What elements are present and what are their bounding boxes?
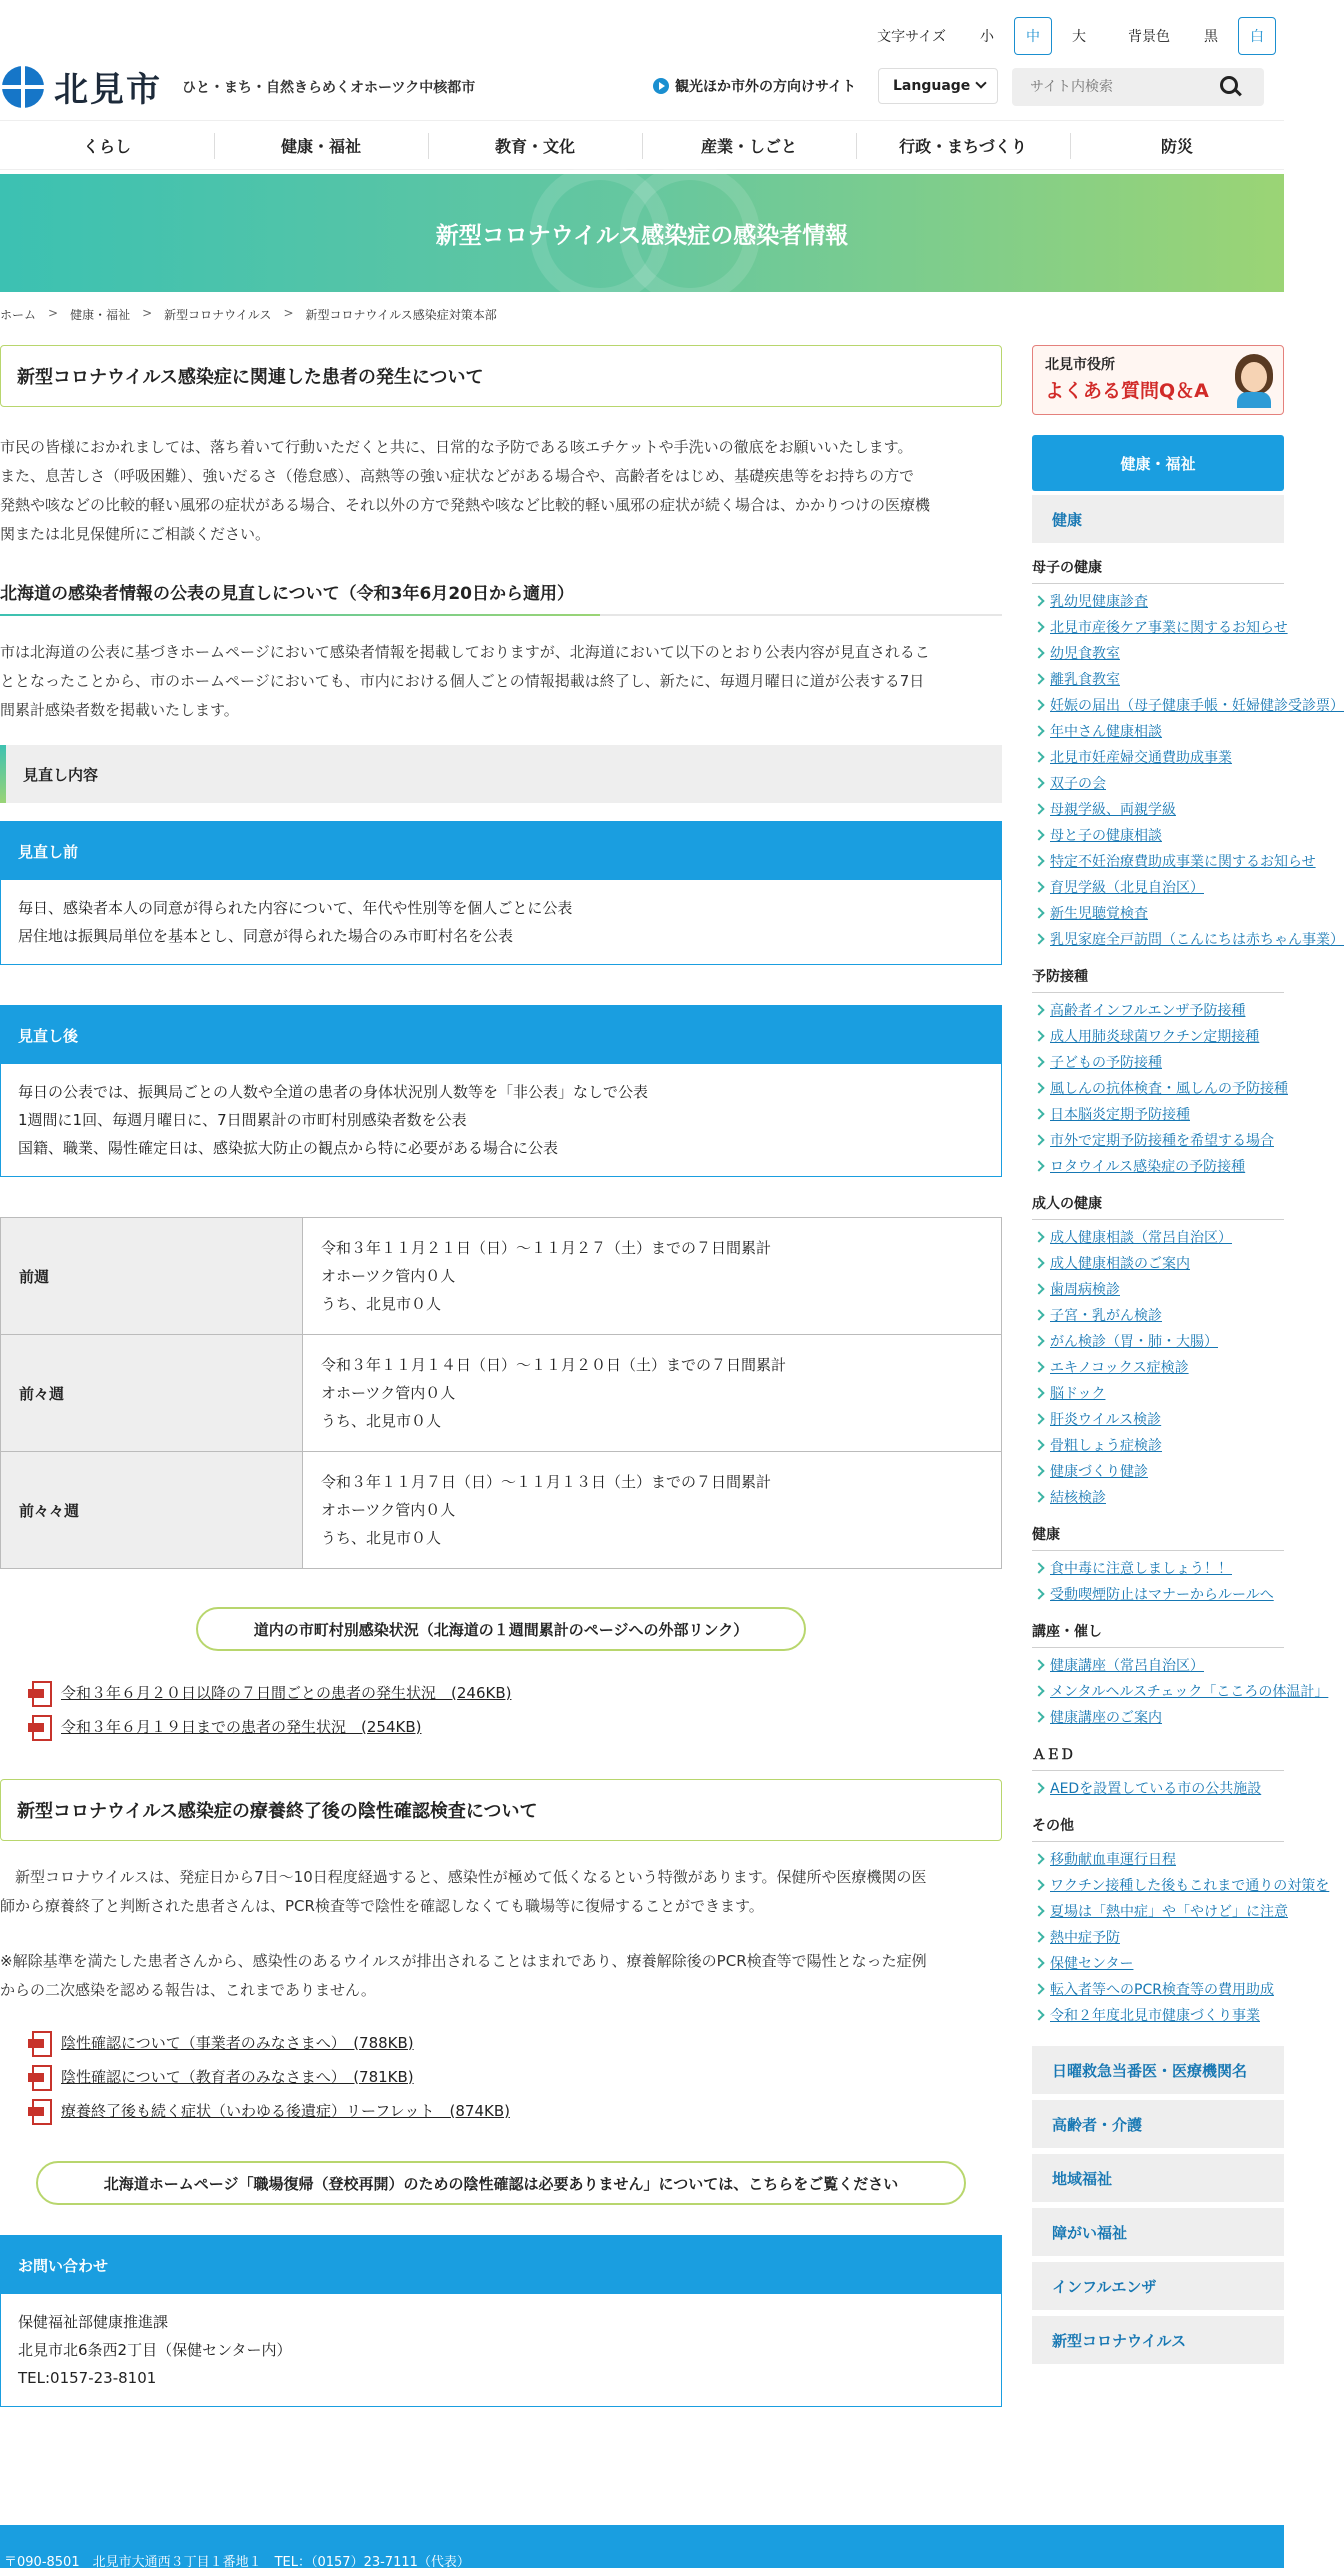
pdf-link[interactable] bbox=[28, 2059, 1002, 2093]
breadcrumb-separator: > bbox=[142, 306, 153, 320]
sidebar-link-label: 移動献血車運行日程 bbox=[1050, 1852, 1176, 1868]
text-line: うち、北見市０人 bbox=[321, 1412, 442, 1430]
before-review-title: 見直し前 bbox=[1, 822, 1001, 880]
sidebar-group-title: 母子の健康 bbox=[1032, 557, 1284, 584]
sidebar-link-label: 令和２年度北見市健康づくり事業 bbox=[1050, 2008, 1260, 2024]
pdf-link[interactable] bbox=[28, 1709, 1002, 1743]
bg-black-button[interactable]: 黒 bbox=[1204, 29, 1218, 45]
page-title-banner bbox=[0, 174, 1284, 292]
sidebar-group-title: 成人の健康 bbox=[1032, 1193, 1284, 1220]
text-line: 発熱や咳などの比較的軽い風邪の症状がある場合、それ以外の方で発熱や咳など比較的軽い風邪の症状が続く場合は、かかりつけの医療機 bbox=[0, 496, 931, 514]
sidebar-link[interactable] bbox=[1032, 900, 1284, 926]
weekly-cases-table bbox=[0, 1217, 1002, 1569]
sidebar-link[interactable] bbox=[1032, 1924, 1284, 1950]
text-line: 毎日の公表では、振興局ごとの人数や全道の患者の身体状況別人数等を「非公表」なしで公表 bbox=[18, 1083, 649, 1101]
week-label: 前々週 bbox=[1, 1335, 303, 1452]
contact-address: 北見市北6条西2丁目（保健センター内） bbox=[18, 2341, 292, 2359]
sidebar-group bbox=[1032, 966, 1288, 1179]
pdf-icon bbox=[28, 2029, 52, 2055]
table-row bbox=[1, 1218, 1002, 1335]
breadcrumb-home[interactable]: ホーム bbox=[0, 308, 37, 322]
sidebar-link-label: 肝炎ウイルス検診 bbox=[1050, 1412, 1162, 1428]
staff-illustration-icon bbox=[1231, 352, 1277, 408]
sidebar-link-label: エキノコックス症検診 bbox=[1050, 1360, 1189, 1376]
nav-education-culture[interactable]: 教育・文化 bbox=[428, 121, 642, 169]
sidebar-link[interactable] bbox=[1032, 1846, 1284, 1872]
text-line: 令和３年１１月２１日（日）～１１月２７（土）までの７日間累計 bbox=[321, 1239, 772, 1257]
sidebar-link-label: 食中毒に注意しましょう！！ bbox=[1050, 1561, 1232, 1577]
pdf-icon bbox=[28, 1679, 52, 1705]
sidebar-link-label: 成人健康相談（常呂自治区） bbox=[1050, 1230, 1232, 1246]
footer-address: 〒090-8501 北見市大通西３丁目１番地１ TEL：（0157）23-7111（代表） bbox=[4, 2555, 470, 2570]
sidebar-link-label: 歯周病検診 bbox=[1050, 1282, 1120, 1298]
sidebar-link[interactable] bbox=[1032, 1075, 1288, 1101]
sidebar-link[interactable] bbox=[1032, 1354, 1284, 1380]
main-content bbox=[0, 345, 1002, 2407]
sidebar-group bbox=[1032, 1621, 1329, 1730]
sidebar-link[interactable] bbox=[1032, 1276, 1284, 1302]
sidebar-group bbox=[1032, 1524, 1284, 1607]
sidebar-link[interactable] bbox=[1032, 1153, 1284, 1179]
sidebar-link[interactable] bbox=[1032, 614, 1288, 640]
sidebar-link[interactable] bbox=[1032, 1101, 1284, 1127]
global-nav bbox=[0, 120, 1284, 170]
section-heading: 新型コロナウイルス感染症に関連した患者の発生について bbox=[0, 345, 1002, 407]
sidebar-category-link[interactable]: 高齢者・介護 bbox=[1032, 2100, 1284, 2148]
sidebar-link[interactable] bbox=[1032, 1950, 1284, 1976]
sidebar-link[interactable] bbox=[1032, 1458, 1284, 1484]
text-line: 師から療養終了と判断された患者さんは、PCR検査等で陰性を確認しなくても職場等に復帰することができます。 bbox=[0, 1897, 764, 1915]
bg-color-label: 背景色 bbox=[1128, 29, 1170, 45]
sidebar-link-label: 双子の会 bbox=[1050, 776, 1106, 792]
sidebar-link[interactable] bbox=[1032, 874, 1284, 900]
language-label: Language bbox=[893, 78, 971, 94]
hokkaido-municipal-status-link[interactable]: 道内の市町村別感染状況（北海道の１週間累計のページへの外部リンク） bbox=[196, 1607, 806, 1651]
text-line: ととなったことから、市のホームページにおいても、市内における個人ごとの情報掲載は終了し、新たに、毎週月曜日に道が公表する7日 bbox=[0, 672, 925, 690]
sidebar-link-label: 脳ドック bbox=[1050, 1386, 1106, 1402]
week-value bbox=[303, 1452, 1002, 1569]
search-icon[interactable] bbox=[1218, 74, 1244, 100]
page-title: 新型コロナウイルス感染症の感染者情報 bbox=[435, 222, 849, 249]
text-line: 令和３年１１月７日（日）～１１月１３日（土）までの７日間累計 bbox=[321, 1473, 772, 1491]
sidebar-link-label: 転入者等へのPCR検査等の費用助成 bbox=[1050, 1982, 1274, 1998]
sidebar-link[interactable] bbox=[1032, 1302, 1284, 1328]
play-circle-icon bbox=[653, 78, 669, 94]
section-heading: 新型コロナウイルス感染症の療養終了後の陰性確認検査について bbox=[0, 1779, 1002, 1841]
sidebar-category[interactable]: 健康・福祉 bbox=[1032, 435, 1284, 491]
sidebar bbox=[1032, 345, 1344, 2364]
text-line: 国籍、職業、陽性確定日は、感染拡大防止の観点から特に必要がある場合に公表 bbox=[18, 1139, 559, 1157]
sidebar-link[interactable] bbox=[1032, 1380, 1284, 1406]
sidebar-link[interactable] bbox=[1032, 1581, 1284, 1607]
text-line: 関または北見保健所にご相談ください。 bbox=[0, 525, 271, 543]
contact-title: お問い合わせ bbox=[1, 2236, 1001, 2294]
negative-test-paragraph bbox=[0, 1863, 1002, 1921]
sidebar-link-label: ワクチン接種した後もこれまで通りの対策を bbox=[1050, 1878, 1330, 1894]
text-line: オホーツク管内０人 bbox=[321, 1384, 456, 1402]
sidebar-link-label: 母親学級、両親学級 bbox=[1050, 802, 1176, 818]
tourism-link-label: 観光ほか市外の方向けサイト bbox=[675, 79, 857, 95]
nav-disaster-prevention[interactable]: 防災 bbox=[1070, 121, 1284, 169]
week-label: 前々々週 bbox=[1, 1452, 303, 1569]
sidebar-link-label: 北見市妊産婦交通費助成事業 bbox=[1050, 750, 1232, 766]
sidebar-link-label: 育児学級（北見自治区） bbox=[1050, 880, 1204, 896]
sidebar-group bbox=[1032, 1193, 1284, 1510]
sidebar-link-label: 年中さん健康相談 bbox=[1050, 724, 1162, 740]
sidebar-link-label: 骨粗しょう症検診 bbox=[1050, 1438, 1162, 1454]
pdf-link-label[interactable]: 陰性確認について（事業者のみなさまへ） (788KB) bbox=[61, 2033, 414, 2052]
breadcrumb-covid[interactable]: 新型コロナウイルス bbox=[164, 308, 272, 322]
sidebar-category-link[interactable]: インフルエンザ bbox=[1032, 2262, 1284, 2310]
site-name: 北見市 bbox=[54, 70, 162, 110]
pdf-icon bbox=[28, 2097, 52, 2123]
breadcrumb-separator: > bbox=[283, 306, 294, 320]
week-value bbox=[303, 1218, 1002, 1335]
sidebar-bottom-links bbox=[1032, 2046, 1284, 2364]
sidebar-link-label: 妊娠の届出（母子健康手帳・妊婦健診受診票） bbox=[1050, 698, 1344, 714]
breadcrumb-current: 新型コロナウイルス感染症対策本部 bbox=[305, 308, 497, 322]
sidebar-link-label: 幼児食教室 bbox=[1050, 646, 1120, 662]
sidebar-link[interactable] bbox=[1032, 848, 1316, 874]
sidebar-link-label: 結核検診 bbox=[1050, 1490, 1106, 1506]
review-paragraph bbox=[0, 638, 1002, 725]
pdf-link-label[interactable]: 陰性確認について（教育者のみなさまへ） (781KB) bbox=[61, 2067, 414, 2086]
sidebar-group-title: ＡＥＤ bbox=[1032, 1744, 1284, 1771]
sidebar-link-label: メンタルヘルスチェック「こころの体温計」 bbox=[1050, 1684, 1329, 1700]
sidebar-link-label: 熱中症予防 bbox=[1050, 1930, 1120, 1946]
sidebar-link-label: 夏場は「熱中症」や「やけど」に注意 bbox=[1050, 1904, 1288, 1920]
sidebar-link[interactable] bbox=[1032, 588, 1284, 614]
sidebar-link-label: 成人健康相談のご案内 bbox=[1050, 1256, 1190, 1272]
sidebar-link[interactable] bbox=[1032, 744, 1284, 770]
faq-banner-line1: 北見市役所 bbox=[1045, 357, 1115, 373]
pdf-link[interactable] bbox=[28, 2093, 1002, 2127]
sidebar-link[interactable] bbox=[1032, 796, 1284, 822]
section-heading: 北海道の感染者情報の公表の見直しについて（令和3年6月20日から適用） bbox=[0, 579, 1002, 616]
table-row bbox=[1, 1335, 1002, 1452]
text-line: オホーツク管内０人 bbox=[321, 1267, 456, 1285]
city-emblem-icon bbox=[2, 66, 44, 108]
sidebar-link-label: 離乳食教室 bbox=[1050, 672, 1120, 688]
sidebar-link[interactable] bbox=[1032, 1652, 1284, 1678]
sidebar-link[interactable] bbox=[1032, 1328, 1284, 1354]
site-footer bbox=[0, 2525, 1284, 2568]
sidebar-link-label: 風しんの抗体検査・風しんの予防接種 bbox=[1050, 1081, 1288, 1097]
text-line: 1週間に1回、毎週月曜日に、7日間累計の市町村別感染者数を公表 bbox=[18, 1111, 467, 1129]
sidebar-link[interactable] bbox=[1032, 1872, 1330, 1898]
pdf-icon bbox=[28, 1713, 52, 1739]
bg-white-button[interactable]: 白 bbox=[1238, 17, 1276, 55]
after-review-box bbox=[0, 1005, 1002, 1177]
sidebar-link-label: 成人用肺炎球菌ワクチン定期接種 bbox=[1050, 1029, 1260, 1045]
sidebar-link[interactable] bbox=[1032, 1432, 1284, 1458]
sidebar-link[interactable] bbox=[1032, 1678, 1329, 1704]
text-line: うち、北見市０人 bbox=[321, 1295, 442, 1313]
breadcrumb bbox=[0, 306, 497, 323]
text-line: うち、北見市０人 bbox=[321, 1529, 442, 1547]
nav-government[interactable]: 行政・まちづくり bbox=[856, 121, 1070, 169]
sidebar-link[interactable] bbox=[1032, 822, 1284, 848]
sidebar-link-label: 乳幼児健康診査 bbox=[1050, 594, 1148, 610]
sidebar-link-label: 健康づくり健診 bbox=[1050, 1464, 1148, 1480]
sidebar-group bbox=[1032, 557, 1344, 952]
site-header bbox=[0, 0, 1284, 120]
tourism-link[interactable] bbox=[653, 76, 856, 96]
font-size-label: 文字サイズ bbox=[877, 29, 946, 45]
contact-phone: TEL:0157-23-8101 bbox=[18, 2369, 157, 2387]
sidebar-link-label: 特定不妊治療費助成事業に関するお知らせ bbox=[1050, 854, 1316, 870]
week-label: 前週 bbox=[1, 1218, 303, 1335]
sidebar-link-label: 健康講座のご案内 bbox=[1050, 1710, 1162, 1726]
faq-banner-line2: よくある質問Q＆A bbox=[1045, 380, 1209, 402]
text-line: 市は北海道の公表に基づきホームページにおいて感染者情報を掲載しておりますが、北海道において以下のとおり公表内容が見直されるこ bbox=[0, 643, 930, 661]
sidebar-link-label: がん検診（胃・肺・大腸） bbox=[1050, 1334, 1218, 1350]
sidebar-link-label: ロタウイルス感染症の予防接種 bbox=[1050, 1159, 1246, 1175]
review-content-heading: 見直し内容 bbox=[0, 745, 1002, 803]
font-size-large-button[interactable]: 大 bbox=[1072, 29, 1086, 45]
sidebar-link-label: 新生児聴覚検査 bbox=[1050, 906, 1148, 922]
pdf-link[interactable] bbox=[28, 1675, 1002, 1709]
sidebar-link[interactable] bbox=[1032, 1224, 1284, 1250]
sidebar-link-label: 受動喫煙防止はマナーからルールへ bbox=[1050, 1587, 1274, 1603]
table-row bbox=[1, 1452, 1002, 1569]
sidebar-link[interactable] bbox=[1032, 1704, 1284, 1730]
sidebar-link[interactable] bbox=[1032, 1406, 1284, 1432]
pdf-link[interactable] bbox=[28, 2025, 1002, 2059]
sidebar-link-label: 日本脳炎定期予防接種 bbox=[1050, 1107, 1190, 1123]
sidebar-link-label: 保健センター bbox=[1050, 1956, 1134, 1972]
sidebar-link[interactable] bbox=[1032, 1049, 1284, 1075]
sidebar-subcategory[interactable]: 健康 bbox=[1032, 495, 1284, 543]
sidebar-link[interactable] bbox=[1032, 1898, 1288, 1924]
site-logo[interactable] bbox=[2, 62, 475, 111]
pdf-link-label[interactable]: 令和３年６月１９日までの患者の発生状況 (254KB) bbox=[61, 1717, 422, 1736]
sidebar-link[interactable] bbox=[1032, 997, 1284, 1023]
sidebar-link[interactable] bbox=[1032, 1775, 1284, 1801]
sidebar-link[interactable] bbox=[1032, 1250, 1284, 1276]
sidebar-link[interactable] bbox=[1032, 1976, 1284, 2002]
sidebar-link-label: 母と子の健康相談 bbox=[1050, 828, 1162, 844]
text-line: オホーツク管内０人 bbox=[321, 1501, 456, 1519]
text-line: 令和３年１１月１４日（日）～１１月２０日（土）までの７日間累計 bbox=[321, 1356, 787, 1374]
before-review-box bbox=[0, 821, 1002, 965]
sidebar-link[interactable] bbox=[1032, 692, 1344, 718]
breadcrumb-health-welfare[interactable]: 健康・福祉 bbox=[70, 308, 131, 322]
text-line: ※解除基準を満たした患者さんから、感染性のあるウイルスが排出されることはまれであり、療養解除後のPCR検査等で陽性となった症例 bbox=[0, 1952, 927, 1970]
pdf-icon bbox=[28, 2063, 52, 2089]
sidebar-link-label: 健康講座（常呂自治区） bbox=[1050, 1658, 1204, 1674]
hokkaido-return-to-work-link[interactable]: 北海道ホームページ「職場復帰（登校再開）のための陰性確認は必要ありません」については、こちらをご覧ください bbox=[36, 2161, 966, 2205]
text-line: 間累計感染者数を掲載いたします。 bbox=[0, 701, 239, 719]
faq-banner[interactable] bbox=[1032, 345, 1284, 415]
text-line: 毎日、感染者本人の同意が得られた内容について、年代や性別等を個人ごとに公表 bbox=[18, 899, 573, 917]
contact-box bbox=[0, 2235, 1002, 2407]
sidebar-link-label: 乳児家庭全戸訪問（こんにちは赤ちゃん事業） bbox=[1050, 932, 1344, 948]
sidebar-link-label: 子どもの予防接種 bbox=[1050, 1055, 1162, 1071]
breadcrumb-separator: > bbox=[48, 306, 59, 320]
sidebar-link-label: AEDを設置している市の公共施設 bbox=[1050, 1781, 1262, 1797]
week-value bbox=[303, 1335, 1002, 1452]
sidebar-link-label: 市外で定期予防接種を希望する場合 bbox=[1050, 1133, 1274, 1149]
text-line: 新型コロナウイルスは、発症日から7日～10日程度経過すると、感染性が極めて低くなるという特徴があります。保健所や医療機関の医 bbox=[0, 1868, 927, 1886]
sidebar-link-label: 高齢者インフルエンザ予防接種 bbox=[1050, 1003, 1246, 1019]
sidebar-link[interactable] bbox=[1032, 770, 1284, 796]
text-line: からの二次感染を認める報告は、これまでありません。 bbox=[0, 1981, 376, 1999]
sidebar-category-link[interactable]: 地域福祉 bbox=[1032, 2154, 1284, 2202]
sidebar-group-title: 予防接種 bbox=[1032, 966, 1284, 993]
note-paragraph bbox=[0, 1947, 1002, 2005]
sidebar-group-title: その他 bbox=[1032, 1815, 1284, 1842]
language-select[interactable] bbox=[878, 68, 998, 104]
text-line: 居住地は振興局単位を基本とし、同意が得られた場合のみ市町村名を公表 bbox=[18, 927, 514, 945]
font-size-medium-button[interactable]: 中 bbox=[1014, 17, 1052, 55]
sidebar-group-title: 講座・催し bbox=[1032, 1621, 1284, 1648]
pdf-link-label[interactable]: 令和３年６月２０日以降の７日間ごとの患者の発生状況 (246KB) bbox=[61, 1683, 512, 1702]
sidebar-link[interactable] bbox=[1032, 2002, 1284, 2028]
after-review-title: 見直し後 bbox=[1, 1006, 1001, 1064]
sidebar-link[interactable] bbox=[1032, 1555, 1284, 1581]
sidebar-group-title: 健康 bbox=[1032, 1524, 1284, 1551]
sidebar-link[interactable] bbox=[1032, 1023, 1284, 1049]
sidebar-link[interactable] bbox=[1032, 640, 1284, 666]
utility-bar bbox=[877, 16, 1284, 56]
chevron-down-icon bbox=[975, 77, 986, 88]
sidebar-link[interactable] bbox=[1032, 1484, 1284, 1510]
nav-kurashi[interactable]: くらし bbox=[82, 136, 131, 156]
font-size-small-button[interactable]: 小 bbox=[980, 29, 994, 45]
sidebar-group bbox=[1032, 1815, 1330, 2028]
sidebar-link-label: 北見市産後ケア事業に関するお知らせ bbox=[1050, 620, 1288, 636]
nav-health-welfare[interactable]: 健康・福祉 bbox=[214, 121, 428, 169]
intro-paragraph bbox=[0, 433, 1002, 549]
sidebar-link[interactable] bbox=[1032, 926, 1344, 952]
sidebar-group bbox=[1032, 1744, 1284, 1801]
site-tagline: ひと・まち・自然きらめくオホーツク中核都市 bbox=[182, 79, 476, 96]
sidebar-category-link[interactable]: 日曜救急当番医・医療機関名 bbox=[1032, 2046, 1284, 2094]
sidebar-link-label: 子宮・乳がん検診 bbox=[1050, 1308, 1162, 1324]
text-line: また、息苦しさ（呼吸困難）、強いだるさ（倦怠感）、高熱等の強い症状などがある場合や、高齢者をはじめ、基礎疾患等をお持ちの方で bbox=[0, 467, 915, 485]
sidebar-link[interactable] bbox=[1032, 1127, 1284, 1153]
contact-department: 保健福祉部健康推進課 bbox=[18, 2313, 169, 2331]
text-line: 市民の皆様におかれましては、落ち着いて行動いただくと共に、日常的な予防である咳エチケットや手洗いの徹底をお願いいたします。 bbox=[0, 438, 913, 456]
nav-industry-jobs[interactable]: 産業・しごと bbox=[642, 121, 856, 169]
pdf-link-label[interactable]: 療養終了後も続く症状（いわゆる後遺症）リーフレット (874KB) bbox=[61, 2101, 510, 2120]
sidebar-link[interactable] bbox=[1032, 666, 1284, 692]
sidebar-link[interactable] bbox=[1032, 718, 1284, 744]
sidebar-category-link[interactable]: 障がい福祉 bbox=[1032, 2208, 1284, 2256]
sidebar-groups bbox=[1032, 557, 1344, 2028]
sidebar-category-link[interactable]: 新型コロナウイルス bbox=[1032, 2316, 1284, 2364]
